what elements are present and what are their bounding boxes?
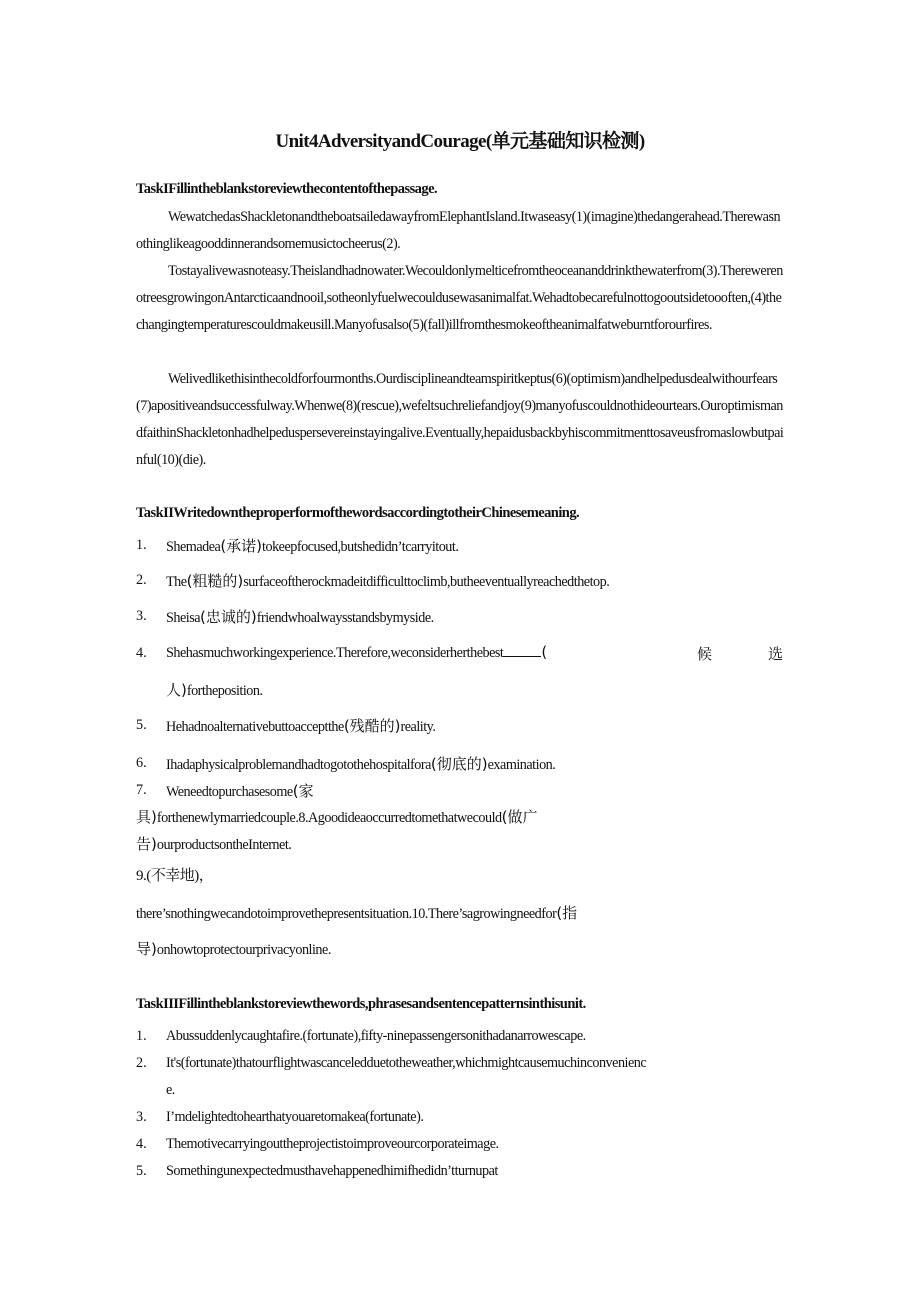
page-title: Unit4AdversityandCourage(单元基础知识检测) [275, 131, 645, 152]
task3-item-5: Somethingunexpectedmusthavehappenedhimifhedidn’tturnupat [166, 1163, 498, 1179]
task2-item-4-chinese-end: 人) [166, 681, 187, 699]
task2-item-7-text-a: Weneedtopurchasesome [166, 784, 293, 800]
task2-item-2-text-b: surfaceoftherockmadeitdifficulttoclimb,butheeventuallyreachedthetop. [243, 574, 610, 590]
task3-item-4: Themotivecarryingouttheprojectistoimproveourcorporateimage. [166, 1136, 499, 1152]
task1-paragraph-1 [136, 204, 786, 258]
task2-item-7-text-b: forthenewlymarriedcouple.8.Agoodideaoccurredtomethatwecould [156, 810, 502, 826]
task2-item-1 [166, 535, 458, 556]
task1-paragraph-3-text: Welivedlikethisinthecoldforfourmonths.Ourdisciplineandteamspiritkeptus(6)(optimism)andhelpedusdealwithourfears(7)apositiveandsuccessfulway.Whenwe(8)(rescue),wefeltsuchreliefandjoy(9)manyofuscouldnothideourtears.OuroptimismandfaithinShackletonhadhelpeduspersevereinstayingalive.Eventually,hepaidusbackbyhiscommitmenttosaveusfromaslowbutpainful(10)(die). [136, 371, 784, 468]
task2-item-6-number: 6. [136, 755, 147, 771]
task2-item-9-start: 9.(不幸地)， [136, 868, 214, 884]
task3-item-2-number: 2. [136, 1055, 147, 1071]
task2-item-2-text-a: The [166, 574, 187, 590]
task2-item-1-number: 1. [136, 537, 147, 553]
task2-item-5-number: 5. [136, 717, 147, 733]
task2-item-3-text-a: Sheisa [166, 610, 201, 626]
task1-paragraph-1-text: WewatchedasShackletonandtheboatsailedawayfromElephantIsland.Itwaseasy(1)(imagine)thedangerahead.Therewasnothinglikeagooddinnerandsomemusictocheerus(2). [136, 209, 781, 252]
task2-item-3-number: 3. [136, 608, 147, 624]
task2-item-9-text: there’snothingwecandotoimprovethepresentsituation.10.There’sagrowingneedfor [136, 906, 557, 922]
task2-item-7-number: 7. [136, 782, 147, 798]
task3-item-5-number: 5. [136, 1163, 147, 1179]
task2-item-7-line-2 [136, 806, 537, 827]
task2-item-6 [166, 753, 555, 774]
task1-paragraph-2 [136, 258, 786, 339]
task2-item-4-text-b: fortheposition. [186, 683, 263, 699]
task2-item-4-text-a: Shehasmuchworkingexperience.Therefore,weconsiderherthebest [166, 645, 504, 661]
task3-heading: TaskIIIFillintheblankstoreviewthewords,phrasesandsentencepatternsinthisunit. [136, 996, 586, 1012]
task2-item-5-chinese: (残酷的) [343, 717, 401, 735]
task3-item-3: I’mdelightedtohearthatyouaretomakea(fortunate). [166, 1109, 424, 1125]
task2-item-2 [166, 570, 609, 591]
task2-item-9-line [136, 902, 577, 923]
task2-item-5-text-a: Hehadnoalternativebuttoacceptthe [166, 719, 344, 735]
task2-item-8-chinese-end: 告) [136, 835, 157, 853]
task2-item-3 [166, 606, 434, 627]
task3-item-3-number: 3. [136, 1109, 147, 1125]
task2-item-10-line [136, 938, 331, 959]
task2-item-6-chinese: (彻底的) [430, 755, 488, 773]
task2-item-5 [166, 715, 435, 736]
answer-blank[interactable] [503, 644, 541, 657]
task2-item-10-text: onhowtoprotectourprivacyonline. [156, 942, 331, 958]
task2-item-6-text-b: examination. [487, 757, 556, 773]
task3-item-1-number: 1. [136, 1028, 147, 1044]
task3-item-2: It's(fortunate)thatourflightwascanceledduetotheweather,whichmightcausemuchinconvenienc [166, 1055, 647, 1071]
task2-item-4-chinese-open: ( [541, 643, 548, 661]
task2-item-1-chinese: (承诺) [220, 537, 263, 555]
task2-item-4-chinese-char-2: 选 [768, 645, 784, 663]
task2-item-6-text-a: Ihadaphysicalproblemandhadtogotothehospitalfora [166, 757, 431, 773]
task2-item-7-chinese: (家 [292, 782, 314, 800]
task2-item-5-text-b: reality. [400, 719, 436, 735]
task1-heading: TaskIFillintheblankstoreviewthecontentofthepassage. [136, 181, 438, 197]
task2-heading: TaskIIWritedowntheproperformofthewordsaccordingtotheirChinesemeaning. [136, 505, 580, 521]
task2-item-4-chinese-char-1: 候 [697, 645, 713, 663]
task3-item-1: Abussuddenlycaughtafire.(fortunate),fifty-ninepassengersonithadanarrowescape. [166, 1028, 586, 1044]
task2-item-4-line-2 [166, 679, 263, 700]
task1-paragraph-2-text: Tostayalivewasnoteasy.Theislandhadnowater.Wecouldonlymelticefromtheoceananddrinkthewaterfrom(3).TherewerenotreesgrowingonAntarcticaandnooil,sotheonlyfuelwecouldusewasanimalfat.Wehadtobecarefulnottogooutsidetoooften,(4)thechangingtemperaturescouldmakeusill.Manyofusalso(5)(fall)illfromthesmokeoftheanimalfatweburntforourfires. [136, 263, 783, 333]
task2-item-2-number: 2. [136, 572, 147, 588]
task2-item-7-chinese-end: 具) [136, 808, 157, 826]
task2-item-4-number: 4. [136, 645, 147, 661]
task2-item-8-text: ourproductsontheInternet. [156, 837, 292, 853]
task3-item-2-cont: e. [166, 1082, 175, 1098]
task3-item-4-number: 4. [136, 1136, 147, 1152]
task2-item-3-chinese: (忠诚的) [200, 608, 257, 626]
task2-item-10-chinese-end: 导) [136, 940, 157, 958]
task2-item-1-text-a: Shemadea [166, 539, 221, 555]
task1-paragraph-3 [136, 366, 786, 474]
task2-item-2-chinese: (粗糙的) [186, 572, 244, 590]
task2-item-8-chinese: (做广 [501, 808, 538, 826]
task2-item-4-line-1 [166, 643, 547, 662]
task2-item-7-line-1 [166, 780, 314, 801]
task2-item-1-text-b: tokeepfocused,butshedidn’tcarryitout. [262, 539, 459, 555]
task2-item-3-text-b: friendwhoalwaysstandsbymyside. [256, 610, 434, 626]
task2-item-8-line-2 [136, 833, 291, 854]
task2-item-10-chinese: (指 [556, 904, 578, 922]
